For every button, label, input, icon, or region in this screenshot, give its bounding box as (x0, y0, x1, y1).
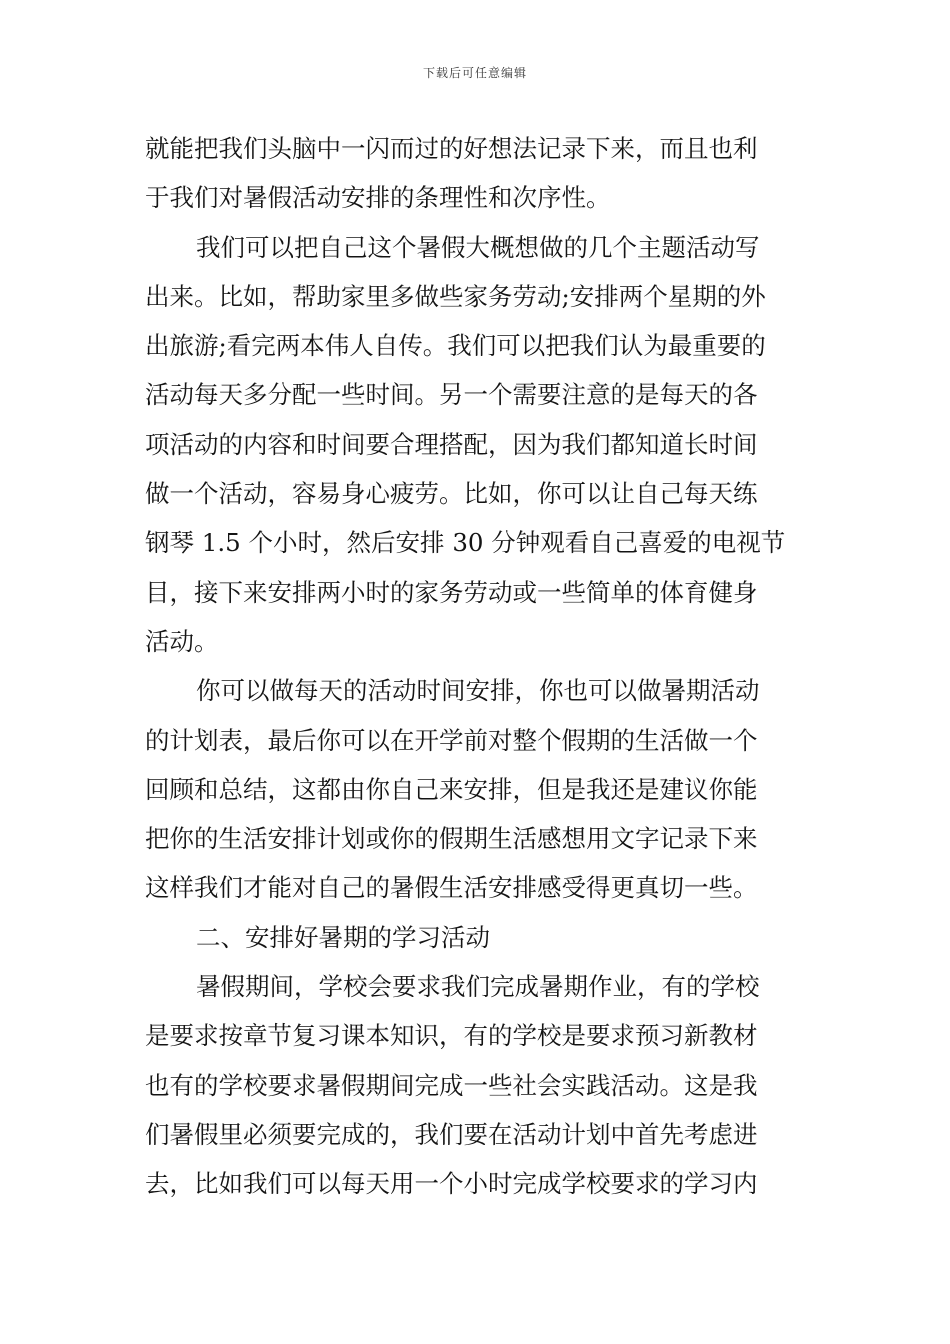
paragraph-start-line: 暑假期间，学校会要求我们完成暑期作业，有的学校 (196, 972, 760, 1002)
text-line: 是要求按章节复习课本知识，有的学校是要求预习新教材 (145, 1021, 758, 1051)
text-line: 项活动的内容和时间要合理搭配，因为我们都知道长时间 (145, 429, 758, 459)
text-line: 钢琴 1.5 个小时，然后安排 30 分钟观看自己喜爱的电视节 (145, 528, 786, 558)
text-line: 出来。比如，帮助家里多做些家务劳动;安排两个星期的外 (145, 281, 766, 311)
text-line: 活动。 (145, 626, 219, 656)
text-line: 出旅游;看完两本伟人自传。我们可以把我们认为最重要的 (145, 331, 766, 361)
section-heading: 二、安排好暑期的学习活动 (196, 922, 490, 952)
paragraph-start-line: 我们可以把自己这个暑假大概想做的几个主题活动写 (196, 232, 760, 262)
text-line: 做一个活动，容易身心疲劳。比如，你可以让自己每天练 (145, 479, 758, 509)
text-line: 也有的学校要求暑假期间完成一些社会实践活动。这是我 (145, 1070, 758, 1100)
page-header: 下载后可任意编辑 (422, 66, 527, 80)
text-line: 活动每天多分配一些时间。另一个需要注意的是每天的各 (145, 380, 758, 410)
text-line: 们暑假里必须要完成的，我们要在活动计划中首先考虑进 (145, 1119, 758, 1149)
text-line: 把你的生活安排计划或你的假期生活感想用文字记录下来 (145, 824, 758, 854)
text-line: 目，接下来安排两小时的家务劳动或一些简单的体育健身 (145, 577, 758, 607)
paragraph-start-line: 你可以做每天的活动时间安排，你也可以做暑期活动 (196, 676, 760, 706)
text-line: 回顾和总结，这都由你自己来安排，但是我还是建议你能 (145, 774, 758, 804)
text-line: 于我们对暑假活动安排的条理性和次序性。 (145, 183, 611, 213)
text-line: 去，比如我们可以每天用一个小时完成学校要求的学习内 (145, 1169, 758, 1199)
text-line: 这样我们才能对自己的暑假生活安排感受得更真切一些。 (145, 873, 758, 903)
text-line: 就能把我们头脑中一闪而过的好想法记录下来，而且也利 (145, 134, 758, 163)
text-line: 的计划表，最后你可以在开学前对整个假期的生活做一个 (145, 725, 758, 755)
document-body (145, 124, 815, 1209)
